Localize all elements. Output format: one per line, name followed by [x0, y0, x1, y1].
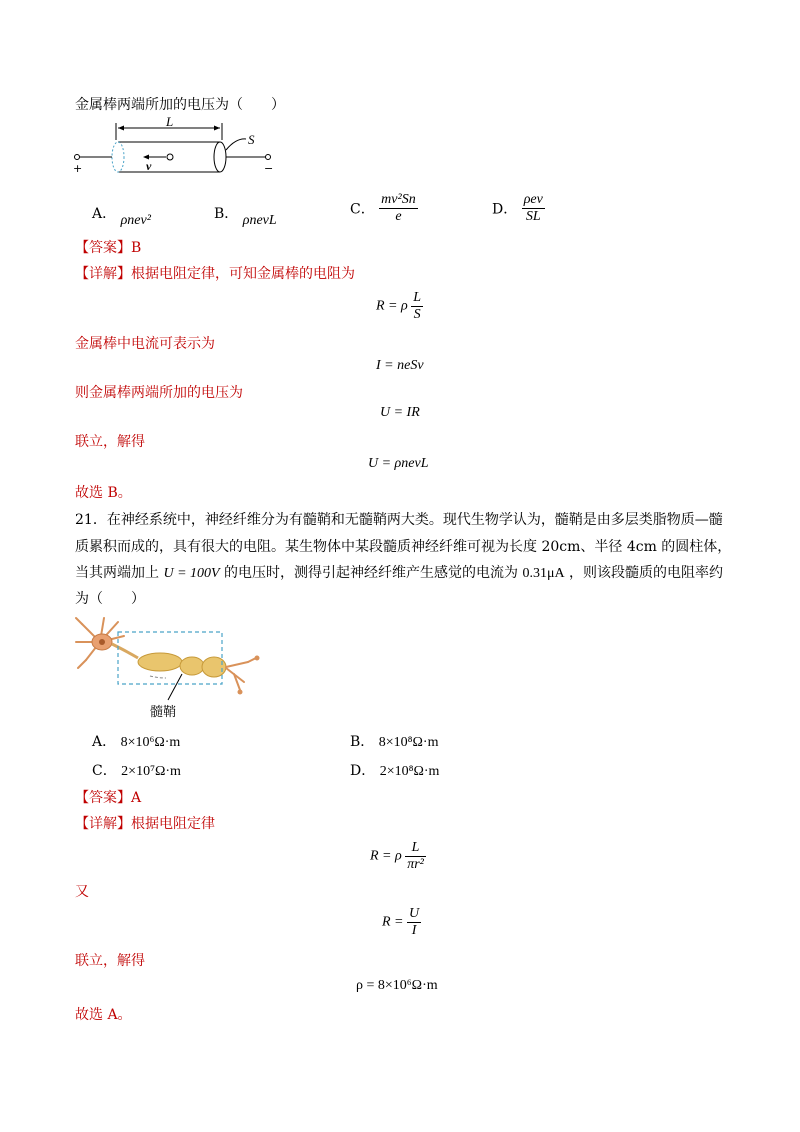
metal-rod-figure: [70, 116, 280, 178]
q20-option-a[interactable]: A． ρnev²: [92, 206, 151, 228]
q21-stem-line2: 质累积而成的，具有很大的电阻。某生物体中某段髓质神经纤维可视为长度 20cm、半径 4cm 的圆柱体，: [75, 539, 732, 555]
q21-conclusion: 故选 A。: [75, 1007, 132, 1023]
q20-detail-line3: 则金属棒两端所加的电压为: [75, 385, 243, 401]
plus-terminal: +: [73, 162, 83, 175]
q20-stem: 金属棒两端所加的电压为（ ）: [75, 97, 285, 113]
q21-eq-result: ρ = 8×10⁶Ω·m: [356, 978, 438, 993]
q20-conclusion: 故选 B。: [75, 485, 132, 501]
q20-detail-line2: 金属棒中电流可表示为: [75, 336, 215, 352]
q20-detail-line4: 联立，解得: [75, 434, 145, 450]
q21-detail-line2: 又: [75, 884, 89, 900]
q21-eq-ohm: R = $\frac{U}{I}$: [382, 906, 420, 938]
area-label: S: [248, 132, 255, 147]
q21-detail-intro: 【详解】根据电阻定律: [75, 816, 215, 832]
q20-eq-resistance: R = ρ $\frac{L}{S}$: [376, 290, 422, 322]
length-label: L: [166, 116, 174, 129]
q20-answer: 【答案】B: [75, 240, 142, 256]
minus-terminal: −: [264, 162, 274, 175]
q20-detail-intro: 【详解】根据电阻定律，可知金属棒的电阻为: [75, 266, 355, 282]
q20-option-c[interactable]: C． $\frac{\text{mv²Sn}}{e}$: [350, 192, 416, 224]
q21-option-a[interactable]: A． 8×10⁶Ω·m: [92, 734, 181, 750]
q21-detail-line3: 联立，解得: [75, 953, 145, 969]
nerve-fiber-figure: [72, 612, 262, 722]
q21-eq-resistance: R = ρ $\frac{L}{\text{πr²}}$: [370, 840, 424, 872]
q21-option-b[interactable]: B． 8×10⁸Ω·m: [350, 734, 439, 750]
q20-option-d[interactable]: D． $\frac{\text{ρev}}{SL}$: [492, 192, 543, 224]
q21-option-c[interactable]: C． 2×10⁷Ω·m: [92, 763, 181, 779]
q20-option-b[interactable]: B． ρnevL: [214, 206, 277, 228]
q21-answer: 【答案】A: [75, 790, 142, 806]
q20-eq-result: U = ρnevL: [368, 456, 429, 471]
q21-stem-line3: 当其两端加上 U = 100V 的电压时，测得引起神经纤维产生感觉的电流为 0.31μA ，则该段髓质的电阻率约: [75, 565, 724, 581]
velocity-label: v: [146, 159, 152, 173]
q20-eq-current: I = neSv: [376, 358, 424, 373]
q21-stem-line1: 21．在神经系统中，神经纤维分为有髓鞘和无髓鞘两大类。现代生物学认为，髓鞘是由多层类脂物质—髓: [75, 512, 723, 528]
myelin-label: 髓鞘: [150, 705, 177, 720]
q21-stem-line4: 为（ ）: [75, 591, 145, 607]
q20-eq-voltage: U = IR: [380, 405, 420, 420]
q21-option-d[interactable]: D． 2×10⁸Ω·m: [350, 763, 440, 779]
